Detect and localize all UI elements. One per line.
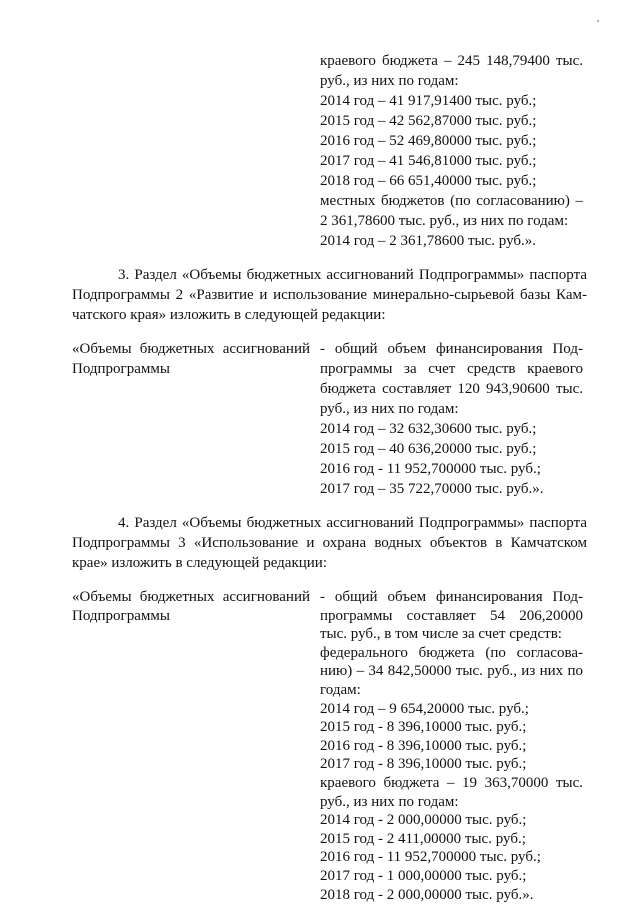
table-value-line: руб., из них по годам: <box>320 401 459 417</box>
table-value-line: 2015 год - 8 396,10000 тыс. руб.; <box>320 719 527 736</box>
paragraph-line: 4. Раздел «Объемы бюджетных ассигнований Подпрограммы» паспорта <box>118 515 587 531</box>
paragraph-line: 3. Раздел «Объемы бюджетных ассигнований Подпрограммы» паспорта <box>118 267 587 283</box>
text-line: 2015 год – 42 562,87000 тыс. руб.; <box>320 113 537 129</box>
table-value-line: федерального бюджета (по согласова- <box>320 644 583 661</box>
table-label: Подпрограммы <box>72 607 170 624</box>
paragraph-line: Подпрограммы 2 «Развитие и использование минерально-сырьевой базы Кам- <box>72 287 587 303</box>
table-value-line: бюджета составляет 120 943,90600 тыс. <box>320 381 583 397</box>
table-value-line: 2015 год – 40 636,20000 тыс. руб.; <box>320 441 537 457</box>
text-line: 2017 год – 41 546,81000 тыс. руб.; <box>320 153 537 169</box>
table-label: «Объемы бюджетных ассигнований <box>72 341 310 357</box>
table-value-line: 2016 год - 8 396,10000 тыс. руб.; <box>320 737 527 754</box>
table-value-line: 2015 год - 2 411,00000 тыс. руб.; <box>320 830 526 847</box>
table-value-line: - общий объем финансирования Под- <box>320 341 583 357</box>
text-line: 2 361,78600 тыс. руб., из них по годам: <box>320 213 569 229</box>
table-label: «Объемы бюджетных ассигнований <box>72 589 310 605</box>
text-line: местных бюджетов (по согласованию) – <box>320 193 583 209</box>
table-value-line: руб., из них по годам: <box>320 793 459 810</box>
paragraph-line: крае» изложить в следующей редакции: <box>72 555 327 571</box>
table-value-line: 2018 год - 2 000,00000 тыс. руб.». <box>320 886 534 903</box>
table-value-line: 2017 год – 35 722,70000 тыс. руб.». <box>320 481 544 497</box>
paragraph-line: чатского края» изложить в следующей редакции: <box>72 307 386 323</box>
text-line: 2016 год – 52 469,80000 тыс. руб.; <box>320 133 537 149</box>
text-line: 2014 год – 41 917,91400 тыс. руб.; <box>320 93 537 109</box>
table-value-line: программы составляет 54 206,20000 <box>320 607 583 624</box>
text-line: 2014 год – 2 361,78600 тыс. руб.». <box>320 233 537 249</box>
text-line: краевого бюджета – 245 148,79400 тыс. <box>320 53 583 69</box>
table-value-line: годам: <box>320 682 361 698</box>
text-line: руб., из них по годам: <box>320 73 459 89</box>
text-line: 2018 год – 66 651,40000 тыс. руб.; <box>320 173 537 189</box>
table-value-line: 2017 год - 8 396,10000 тыс. руб.; <box>320 756 527 773</box>
paragraph-line: Подпрограммы 3 «Использование и охрана водных объектов в Камчатском <box>72 535 587 551</box>
table-value-line: - общий объем финансирования Под- <box>320 589 583 605</box>
table-value-line: тыс. руб., в том числе за счет средств: <box>320 626 562 643</box>
table-value-line: 2014 год - 2 000,00000 тыс. руб.; <box>320 812 527 829</box>
table-value-line: нию) – 34 842,50000 тыс. руб., из них по <box>320 663 583 680</box>
table-value-line: 2016 год - 11 952,700000 тыс. руб.; <box>320 461 541 477</box>
table-value-line: 2016 год - 11 952,700000 тыс. руб.; <box>320 849 541 866</box>
scan-speck <box>597 20 599 22</box>
table-value-line: краевого бюджета – 19 363,70000 тыс. <box>320 775 583 791</box>
table-label: Подпрограммы <box>72 361 170 377</box>
table-value-line: программы за счет средств краевого <box>320 361 583 377</box>
table-value-line: 2017 год - 1 000,00000 тыс. руб.; <box>320 868 527 884</box>
table-value-line: 2014 год – 32 632,30600 тыс. руб.; <box>320 421 537 437</box>
table-value-line: 2014 год – 9 654,20000 тыс. руб.; <box>320 700 529 717</box>
